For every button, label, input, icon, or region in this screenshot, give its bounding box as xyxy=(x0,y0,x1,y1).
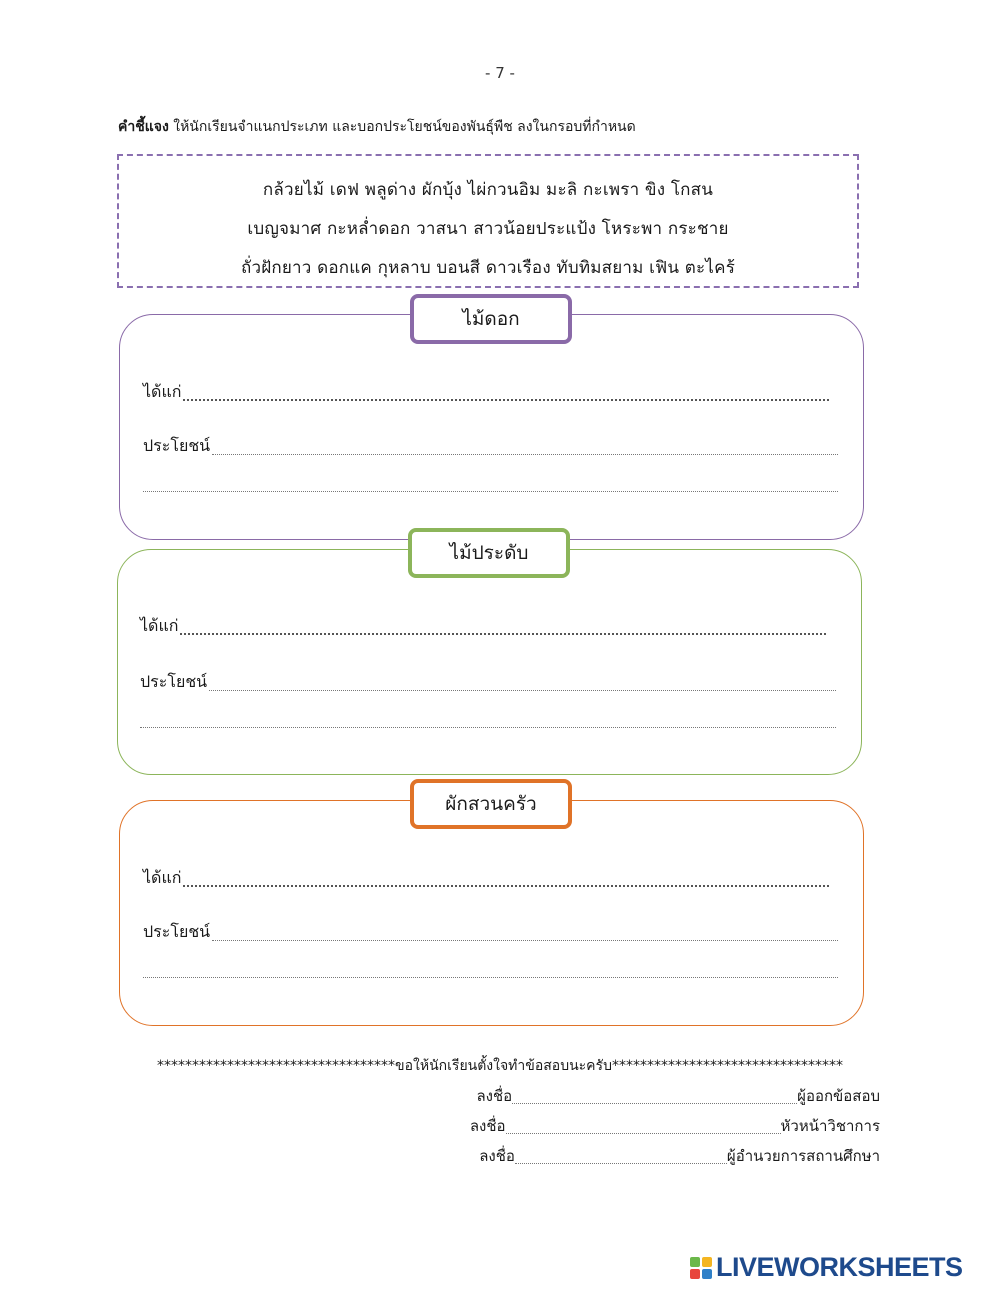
flowering-plants-benefit-row xyxy=(143,434,838,459)
signature-field[interactable] xyxy=(515,1162,727,1164)
kitchen-garden-benefit-row xyxy=(143,920,838,945)
ornamental-plants-card xyxy=(117,549,862,775)
kitchen-garden-benefit-field[interactable] xyxy=(212,939,838,941)
signature-field[interactable] xyxy=(512,1102,797,1104)
signature-role: ผู้ออกข้อสอบ xyxy=(797,1087,880,1105)
word-bank-line: เบญจมาศ กะหล่ำดอก วาสนา สาวน้อยประแป้ง โหระพา กระชาย xyxy=(247,219,729,239)
signature-line-examiner xyxy=(476,1084,880,1108)
items-label: ได้แก่ xyxy=(143,868,182,887)
word-bank-line: กล้วยไม้ เดฟ พลูด่าง ผักบุ้ง ไผ่กวนอิม มะลิ กะเพรา ขิง โกสน xyxy=(262,180,714,200)
kitchen-garden-items-row xyxy=(143,866,829,891)
signature-prefix: ลงชื่อ xyxy=(469,1117,506,1135)
flowering-plants-benefit-field[interactable] xyxy=(212,453,838,455)
flowering-plants-benefit-row-2 xyxy=(143,490,838,496)
word-bank xyxy=(117,154,859,288)
kitchen-garden-card xyxy=(119,800,864,1026)
signature-field[interactable] xyxy=(506,1132,781,1134)
ornamental-plants-items-row xyxy=(140,614,826,639)
signature-line-director xyxy=(479,1144,880,1168)
page-number: - 7 - xyxy=(485,64,515,82)
signature-prefix: ลงชื่อ xyxy=(479,1147,515,1165)
ornamental-plants-benefit-field[interactable] xyxy=(209,689,836,691)
items-label: ได้แก่ xyxy=(143,382,182,401)
benefit-label: ประโยชน์ xyxy=(143,436,211,455)
liveworksheets-logo-icon xyxy=(690,1257,712,1279)
kitchen-garden-title: ผักสวนครัว xyxy=(410,779,572,829)
signature-role: หัวหน้าวิชาการ xyxy=(780,1117,880,1135)
signature-role: ผู้อำนวยการสถานศึกษา xyxy=(726,1147,880,1165)
kitchen-garden-benefit-field-2[interactable] xyxy=(143,976,838,978)
flowering-plants-items-field[interactable] xyxy=(183,398,829,401)
ornamental-plants-title: ไม้ประดับ xyxy=(408,528,570,578)
signature-prefix: ลงชื่อ xyxy=(476,1087,513,1105)
ornamental-plants-items-field[interactable] xyxy=(180,632,826,635)
ornamental-plants-benefit-row xyxy=(140,670,836,695)
instruction-text: ให้นักเรียนจำแนกประเภท และบอกประโยชน์ของพันธุ์พืช ลงในกรอบที่กำหนด xyxy=(168,119,636,135)
kitchen-garden-items-field[interactable] xyxy=(183,884,829,887)
benefit-label: ประโยชน์ xyxy=(143,922,211,941)
footer-message: **********************************ขอให้นักเรียนตั้งใจทำข้อสอบนะครับ********************************* xyxy=(157,1058,843,1074)
kitchen-garden-benefit-row-2 xyxy=(143,976,838,982)
word-bank-line: ถั่วฝักยาว ดอกแค กุหลาบ บอนสี ดาวเรือง ทับทิมสยาม เฟิน ตะไคร้ xyxy=(240,258,736,278)
flowering-plants-card xyxy=(119,314,864,540)
ornamental-plants-benefit-row-2 xyxy=(140,726,836,732)
flowering-plants-items-row xyxy=(143,380,829,405)
liveworksheets-logo[interactable] xyxy=(690,1252,963,1283)
flowering-plants-title: ไม้ดอก xyxy=(410,294,572,344)
flowering-plants-benefit-field-2[interactable] xyxy=(143,490,838,492)
logo-text: LIVEWORKSHEETS xyxy=(716,1252,963,1282)
items-label: ได้แก่ xyxy=(140,616,179,635)
ornamental-plants-benefit-field-2[interactable] xyxy=(140,726,836,728)
instruction xyxy=(118,116,878,138)
instruction-label: คำชี้แจง xyxy=(118,119,169,135)
benefit-label: ประโยชน์ xyxy=(140,672,208,691)
signature-line-academic-head xyxy=(470,1114,880,1138)
